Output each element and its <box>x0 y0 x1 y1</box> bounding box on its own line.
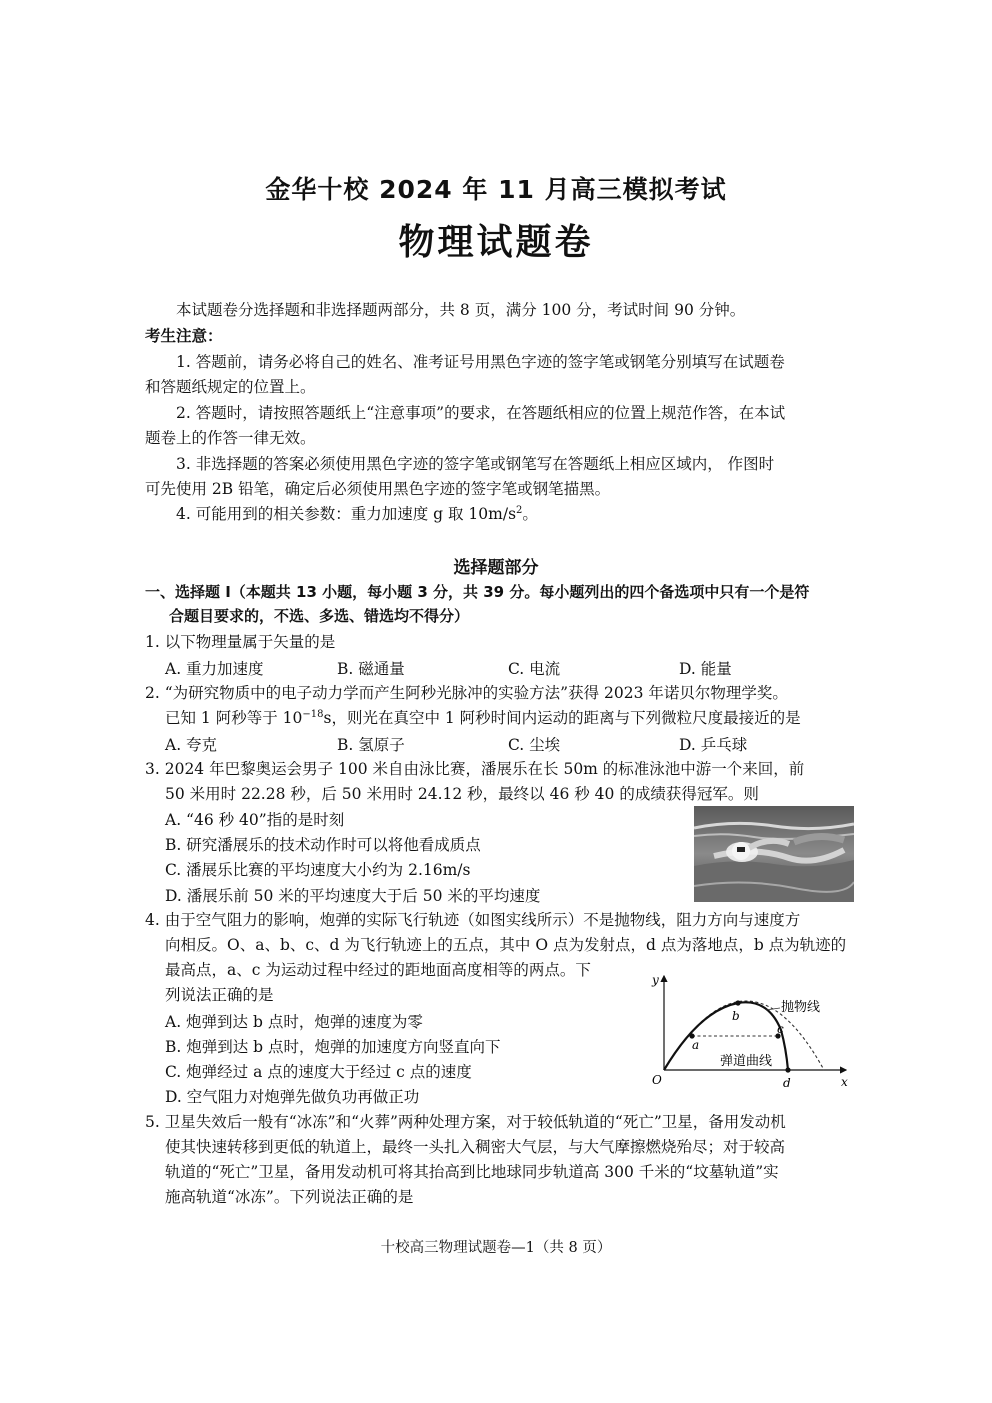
origin-label: O <box>652 1073 662 1087</box>
q2-option-c: C. 尘埃 <box>508 736 561 754</box>
q1-option-b: B. 磁通量 <box>337 660 405 678</box>
q2-option-d: D. 乒乓球 <box>679 736 748 754</box>
label-a: a <box>692 1038 700 1052</box>
q2-option-b: B. 氢原子 <box>337 736 405 754</box>
q2-line-2 <box>165 707 801 729</box>
parabola-pointer <box>766 1008 780 1010</box>
q4-line-3: 最高点，a、c 为运动过程中经过的距地面高度相等的两点。下 <box>165 961 591 979</box>
point-b <box>735 1000 740 1005</box>
label-c: c <box>777 1022 784 1036</box>
q3-line-2: 50 米用时 22.28 秒，后 50 米用时 24.12 秒，最终以 46 秒 40 的成绩获得冠军。则 <box>165 785 759 803</box>
q2-line-2-text: 已知 1 阿秒等于 10 <box>165 709 303 727</box>
q1-option-a: A. 重力加速度 <box>165 660 264 678</box>
trajectory-label: 弹道曲线 <box>720 1054 773 1069</box>
notice-heading: 考生注意： <box>145 327 223 345</box>
q4-option-a: A. 炮弹到达 b 点时，炮弹的速度为零 <box>165 1013 423 1031</box>
q2-line-1: 2. “为研究物质中的电子动力学而产生阿秒光脉冲的实验方法”获得 2023 年诺贝尔物理学奖。 <box>145 684 788 702</box>
point-d <box>785 1067 790 1072</box>
notice-item-3-line-2: 可先使用 2B 铅笔，确定后必须使用黑色字迹的签字笔或钢笔描黑。 <box>145 480 611 498</box>
q3-line-1: 3. 2024 年巴黎奥运会男子 100 米自由泳比赛，潘展乐在长 50m 的标准泳池中游一个来回，前 <box>145 760 805 778</box>
notice-item-3-line-1: 3. 非选择题的答案必须使用黑色字迹的签字笔或钢笔写在答题纸上相应区域内， 作图时 <box>176 455 775 473</box>
q3-option-b: B. 研究潘展乐的技术动作时可以将他看成质点 <box>165 836 481 854</box>
q1-option-d: D. 能量 <box>679 660 732 678</box>
label-b: b <box>732 1009 740 1023</box>
notice-item-4 <box>176 503 538 525</box>
exam-subtitle: 物理试题卷 <box>398 221 594 263</box>
q4-line-1: 4. 由于空气阻力的影响，炮弹的实际飞行轨迹（如图实线所示）不是抛物线，阻力方向与速度方 <box>145 911 801 929</box>
notice-item-2-line-1: 2. 答题时，请按照答题纸上“注意事项”的要求，在答题纸相应的位置上规范作答，在本试 <box>176 404 786 422</box>
part1-line-2: 合题目要求的，不选、多选、错选均不得分） <box>169 607 470 625</box>
notice-item-1-line-2: 和答题纸规定的位置上。 <box>145 378 316 396</box>
q4-line-2: 向相反。O、a、b、c、d 为飞行轨迹上的五点，其中 O 点为发射点，d 点为落地点，b 点为轨迹的 <box>165 936 847 954</box>
q5-line-2: 使其快速转移到更低的轨道上，最终一头扎入稠密大气层，与大气摩擦燃烧殆尽；对于较高 <box>165 1138 786 1156</box>
q3-option-a: A. “46 秒 40”指的是时刻 <box>165 811 345 829</box>
q2-option-a: A. 夸克 <box>165 736 218 754</box>
q5-line-1: 5. 卫星失效后一般有“冰冻”和“火葬”两种处理方案，对于较低轨道的“死亡”卫星，备用发动机 <box>145 1113 786 1131</box>
q3-option-d: D. 潘展乐前 50 米的平均速度大于后 50 米的平均速度 <box>165 887 541 905</box>
q2-exponent: −18 <box>302 708 324 720</box>
y-axis-label: y <box>652 973 659 987</box>
q4-option-c: C. 炮弹经过 a 点的速度大于经过 c 点的速度 <box>165 1063 472 1081</box>
notice-item-4-text: 4. 可能用到的相关参数：重力加速度 g 取 10m/s <box>176 505 517 523</box>
notice-item-1-line-1: 1. 答题前，请务必将自己的姓名、准考证号用黑色字迹的签字笔或钢笔分别填写在试题卷 <box>176 353 785 371</box>
page-footer: 十校高三物理试题卷—1（共 8 页） <box>380 1240 612 1256</box>
q4-option-b: B. 炮弹到达 b 点时，炮弹的加速度方向竖直向下 <box>165 1038 501 1056</box>
swimmer-photo <box>694 806 854 902</box>
notice-item-4-sup: 2 <box>516 504 523 516</box>
trajectory-graph <box>648 970 858 1092</box>
q3-option-c: C. 潘展乐比赛的平均速度大小约为 2.16m/s <box>165 861 471 879</box>
q1-stem: 1. 以下物理量属于矢量的是 <box>145 633 336 651</box>
parabola-label: 抛物线 <box>781 1000 821 1015</box>
section-title: 选择题部分 <box>453 558 539 578</box>
q1-option-c: C. 电流 <box>508 660 561 678</box>
q4-line-4: 列说法正确的是 <box>165 986 274 1004</box>
exam-title: 金华十校 2024 年 11 月高三模拟考试 <box>265 175 727 204</box>
q5-line-4: 施高轨道“冰冻”。下列说法正确的是 <box>165 1188 414 1206</box>
q2-line-2-end: s，则光在真空中 1 阿秒时间内运动的距离与下列微粒尺度最接近的是 <box>323 709 801 727</box>
notice-item-4-end: 。 <box>522 505 538 523</box>
x-axis-label: x <box>841 1075 848 1089</box>
part1-line-1: 一、选择题 Ⅰ（本题共 13 小题，每小题 3 分，共 39 分。每小题列出的四个备选项中只有一个是符 <box>145 583 810 601</box>
intro-text: 本试题卷分选择题和非选择题两部分，共 8 页，满分 100 分，考试时间 90 分钟。 <box>176 301 746 319</box>
q5-line-3: 轨道的“死亡”卫星，备用发动机可将其抬高到比地球同步轨道高 300 千米的“坟墓轨道”实 <box>165 1163 779 1181</box>
q4-option-d: D. 空气阻力对炮弹先做负功再做正功 <box>165 1088 420 1106</box>
label-d: d <box>783 1076 791 1090</box>
notice-item-2-line-2: 题卷上的作答一律无效。 <box>145 429 316 447</box>
